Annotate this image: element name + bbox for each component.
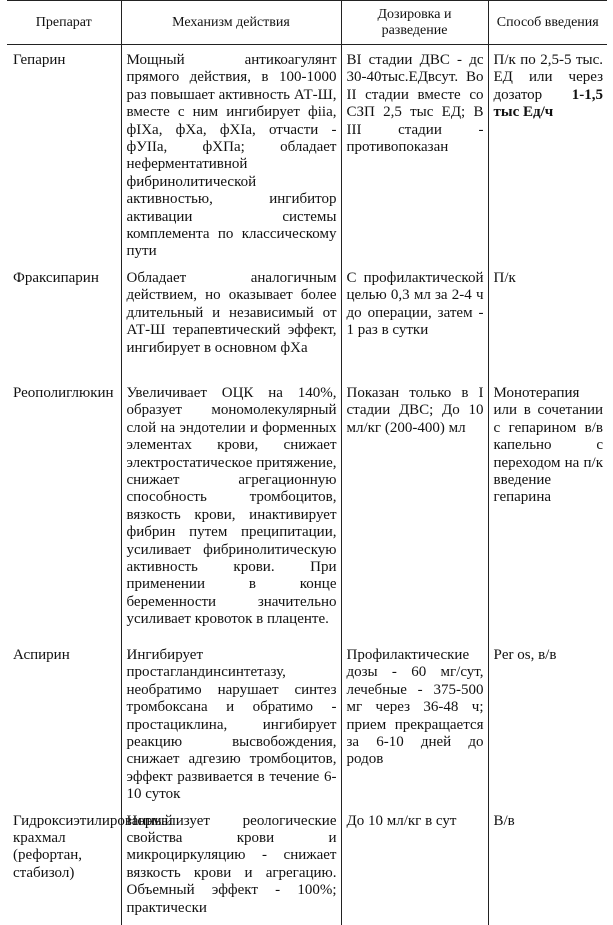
header-row bbox=[7, 1, 607, 45]
drug-name: Аспирин bbox=[7, 640, 121, 806]
drug-table-grid bbox=[7, 0, 607, 925]
route-cell: Per os, в/в bbox=[493, 646, 557, 663]
header-dosage: Дозировка и разведение bbox=[341, 1, 488, 45]
mechanism-cell: Ингибирует простагландинсинтетазу, необратимо нарушает синтез тромбоксана и обратимо - простациклина, ингибирует реакцию высвобождения, снижает адгезию тромбоцитов, эффект развивается в течение 6-10 суток bbox=[121, 640, 341, 806]
table-body bbox=[7, 45, 607, 925]
route-bold-text: 1-1,5 тыс Ед/ч bbox=[493, 86, 603, 121]
header-drug: Препарат bbox=[7, 1, 121, 45]
dosage-cell: До 10 мл/кг в сут bbox=[341, 806, 488, 925]
drug-name: Фраксипарин bbox=[7, 263, 121, 378]
route-cell: Монотерапия или в сочетании с гепарином в/в капельно с переходом на п/к введение гепарина bbox=[493, 384, 603, 506]
dosage-cell: Профилактические дозы - 60 мг/сут, лечебные - 375-500 мг через 36-48 ч; прием прекращается за 6-10 дней до родов bbox=[341, 640, 488, 806]
mechanism-cell: Мощный антикоагулянт прямого действия, в 100-1000 раз повышает активность АТ-Ш, вместе с ним ингибирует фiia, фIXa, фХа, фХIа, отчасти - фУIIа, фХПа; обладает неферментативной фибринолитической активностью, ингибитор активации системы комплемента по классическому пути bbox=[121, 45, 341, 263]
table-row-reopoliglyukin bbox=[7, 378, 607, 640]
mechanism-cell: Обладает аналогичным действием, но оказывает более длительный и независимый от АТ-Ш терапевтический эффект, ингибирует в основном фХа bbox=[121, 263, 341, 378]
header-mechanism: Механизм действия bbox=[121, 1, 341, 45]
route-cell bbox=[488, 45, 607, 263]
table-row-hes bbox=[7, 806, 607, 925]
drug-name: Гидроксиэтилированный крахмал (рефортан, стабизол) bbox=[7, 806, 121, 925]
dosage-cell: С профилактической целью 0,3 мл за 2-4 ч до операции, затем - 1 раз в сутки bbox=[341, 263, 488, 378]
drug-table bbox=[7, 0, 607, 925]
dosage-cell: Показан только в I стадии ДВС; До 10 мл/кг (200-400) мл bbox=[341, 378, 488, 640]
route-cell: В/в bbox=[493, 812, 515, 829]
drug-name: Гепарин bbox=[7, 45, 121, 263]
table-row-fraxiparin bbox=[7, 263, 607, 378]
mechanism-cell: Увеличивает ОЦК на 140%, образует мономолекулярный слой на эндотелии и форменных элементах крови, снижает электростатическое притяжение, снижает агрегационную способность тромбоцитов, вязкость крови, инактивирует фибрин путем преципитации, усиливает фибринолитическую активность крови. При применении в конце беременности значительно усиливает кровоток в плаценте. bbox=[121, 378, 341, 640]
table-row-heparin bbox=[7, 45, 607, 263]
table-header bbox=[7, 1, 607, 45]
route-text: П/к по 2,5-5 тыс. ЕД или через дозатор bbox=[493, 52, 603, 103]
mechanism-cell: Нормализует реологические свойства крови и микроциркуляцию - снижает вязкость крови и агрегацию. Объемный эффект - 100%; практически bbox=[121, 806, 341, 925]
header-route: Способ введения bbox=[488, 1, 607, 45]
route-cell: П/к bbox=[493, 269, 516, 286]
drug-name: Реополиглюкин bbox=[7, 378, 121, 640]
dosage-cell: BI стадии ДВС - дс 30-40тыс.ЕДвсут. Во II стадии вместе со СЗП 2,5 тыс ЕД; В III стадии - противопоказан bbox=[341, 45, 488, 263]
table-row-aspirin bbox=[7, 640, 607, 806]
